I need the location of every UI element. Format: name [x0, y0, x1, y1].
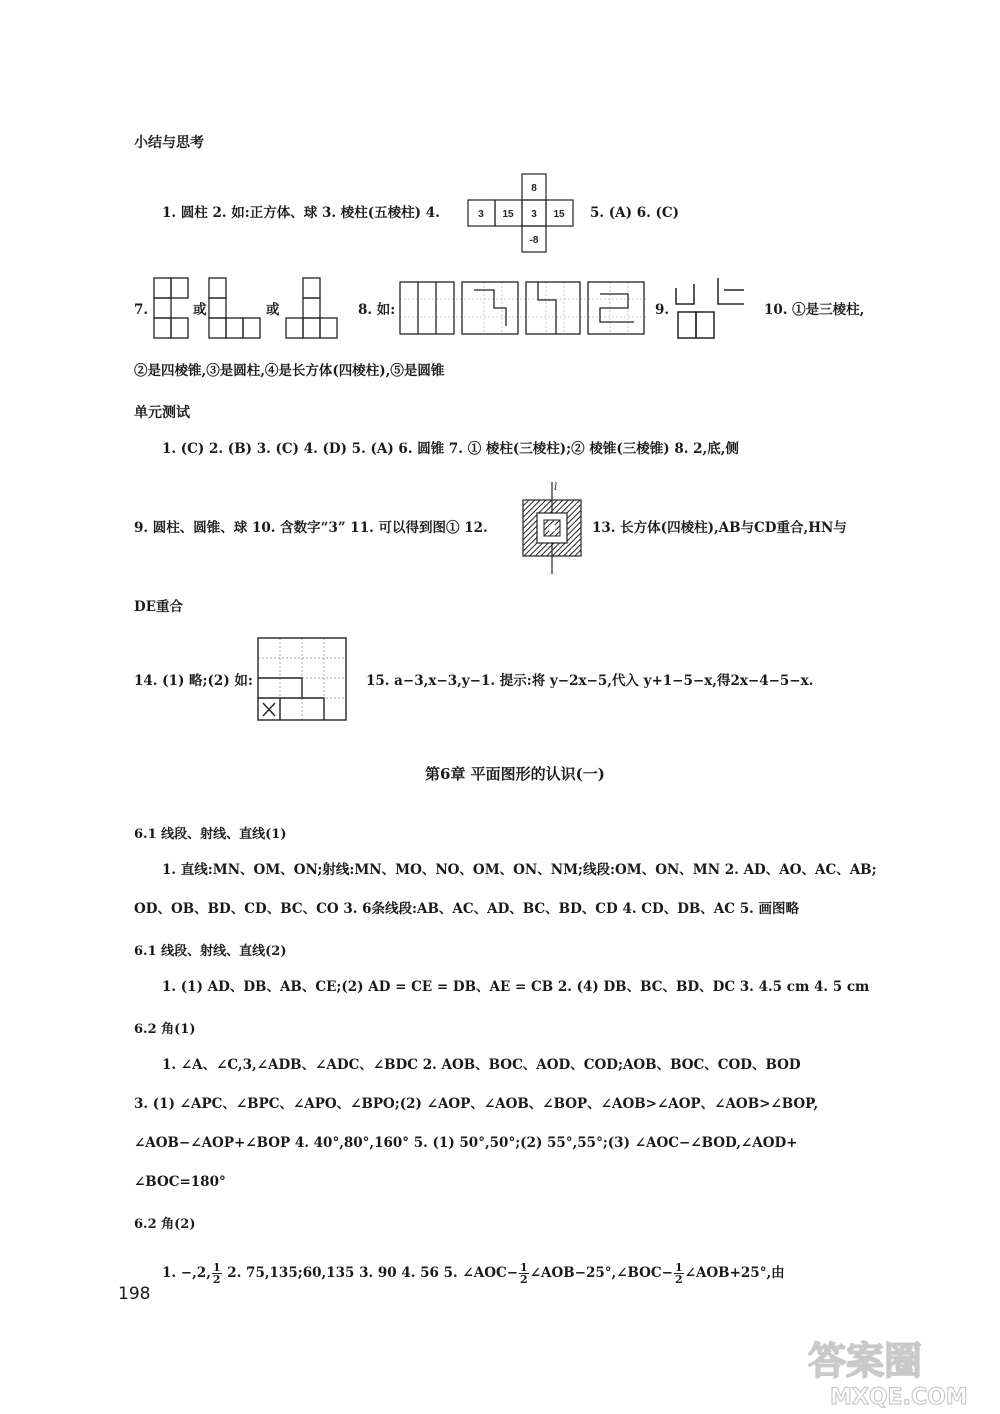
unit-line-14: 14. (1) 略;(2) 如: [134, 673, 253, 689]
page-number: 198 [118, 1284, 151, 1304]
watermark-logo [800, 1330, 990, 1410]
s62b-part-2: 2. 75,135;60,135 3. 90 4. 56 5. ∠AOC− [222, 1265, 519, 1281]
s62b-part-3: ∠AOB−25°,∠BOC− [529, 1265, 673, 1281]
section-6-2-2-title: 6.2 角(2) [134, 1217, 196, 1232]
s62b-part-4: ∠AOB+25°,由 [684, 1265, 785, 1281]
section-6-2-1-title: 6.2 角(1) [134, 1022, 196, 1037]
q7-or-1: 或 [193, 302, 207, 318]
s62a-line-4: ∠BOC=180° [134, 1174, 226, 1190]
fraction-one-half: $\frac{1}{2}$ [212, 1261, 221, 1286]
s62b-part-1: 1. −,2, [162, 1265, 211, 1281]
unit-line-13b: DE重合 [134, 599, 183, 615]
q9-views-figure [674, 276, 750, 340]
q9-label: 9. [655, 302, 670, 318]
q7-or-2: 或 [266, 302, 280, 318]
unit-line-9: 9. 圆柱、圆锥、球 10. 含数字“3” 11. 可以得到图① 12. [134, 520, 488, 536]
net-cell-3: 3 [531, 209, 537, 220]
fraction-one-half: $\frac{1}{2}$ [520, 1261, 528, 1286]
section-title-summary: 小结与思考 [134, 135, 204, 151]
net-bottom: -8 [529, 235, 539, 246]
net-top: 8 [531, 183, 537, 194]
q14-grid-figure [256, 636, 348, 722]
q7-views-figure [150, 276, 350, 340]
answer-line-7b: ②是四棱锥,③是圆柱,④是长方体(四棱柱),⑤是圆锥 [134, 363, 445, 379]
s62a-line-3: ∠AOB−∠AOP+∠BOP 4. 40°,80°,160° 5. (1) 50°,50°;(2) 55°,55°;(3) ∠AOC−∠BOD,∠AOD+ [134, 1135, 798, 1151]
svg-text:答案圈: 答案圈 [808, 1339, 923, 1383]
answer-line-1: 1. 圆柱 2. 如:正方体、球 3. 棱柱(五棱柱) 4. [162, 205, 440, 221]
net-cell-2: 15 [502, 209, 514, 220]
chapter-title: 第6章 平面图形的认识(一) [425, 765, 605, 783]
section-title-unit-test: 单元测试 [134, 405, 190, 421]
cube-net-figure [466, 172, 576, 256]
q12-symmetry-figure [520, 480, 586, 576]
section-6-1-2-title: 6.1 线段、射线、直线(2) [134, 944, 287, 959]
s62b-line-1 [162, 1262, 785, 1285]
q8-label: 8. 如: [358, 302, 396, 318]
svg-text:MXQE.COM: MXQE.COM [830, 1385, 968, 1410]
s61b-line-1: 1. (1) AD、DB、AB、CE;(2) AD = CE = DB、AE = CB 2. (4) DB、BC、BD、DC 3. 4.5 cm 4. 5 cm [162, 979, 870, 995]
s61a-line-1: 1. 直线:MN、OM、ON;射线:MN、MO、NO、OM、ON、NM;线段:OM、ON、MN 2. AD、AO、AC、AB; [162, 862, 877, 878]
s61a-line-2: OD、OB、BD、CD、BC、CO 3. 6条线段:AB、AC、AD、BC、BD、CD 4. CD、DB、AC 5. 画图略 [134, 901, 800, 917]
unit-line-15: 15. a−3,x−3,y−1. 提示:将 y−2x−5,代入 y+1−5−x,得2x−4−5−x. [366, 673, 814, 689]
net-cell-1: 3 [478, 209, 484, 220]
axis-label-l: l [554, 482, 558, 493]
answer-line-1b: 5. (A) 6. (C) [590, 205, 680, 221]
unit-line-1: 1. (C) 2. (B) 3. (C) 4. (D) 5. (A) 6. 圆锥 7. ① 棱柱(三棱柱);② 棱锥(三棱锥) 8. 2,底,侧 [162, 441, 739, 457]
q7-label: 7. [134, 302, 149, 318]
q8-grid-figure [398, 280, 648, 336]
q10-label: 10. ①是三棱柱, [764, 302, 865, 318]
section-6-1-1-title: 6.1 线段、射线、直线(1) [134, 827, 287, 842]
unit-line-13: 13. 长方体(四棱柱),AB与CD重合,HN与 [592, 520, 847, 536]
fraction-one-half: $\frac{1}{2}$ [674, 1261, 683, 1286]
s62a-line-1: 1. ∠A、∠C,3,∠ADB、∠ADC、∠BDC 2. AOB、BOC、AOD、COD;AOB、BOC、COD、BOD [162, 1057, 801, 1073]
s62a-line-2: 3. (1) ∠APC、∠BPC、∠APO、∠BPO;(2) ∠AOP、∠AOB、∠BOP、∠AOB>∠AOP、∠AOB>∠BOP, [134, 1096, 819, 1112]
net-cell-4: 15 [553, 209, 565, 220]
